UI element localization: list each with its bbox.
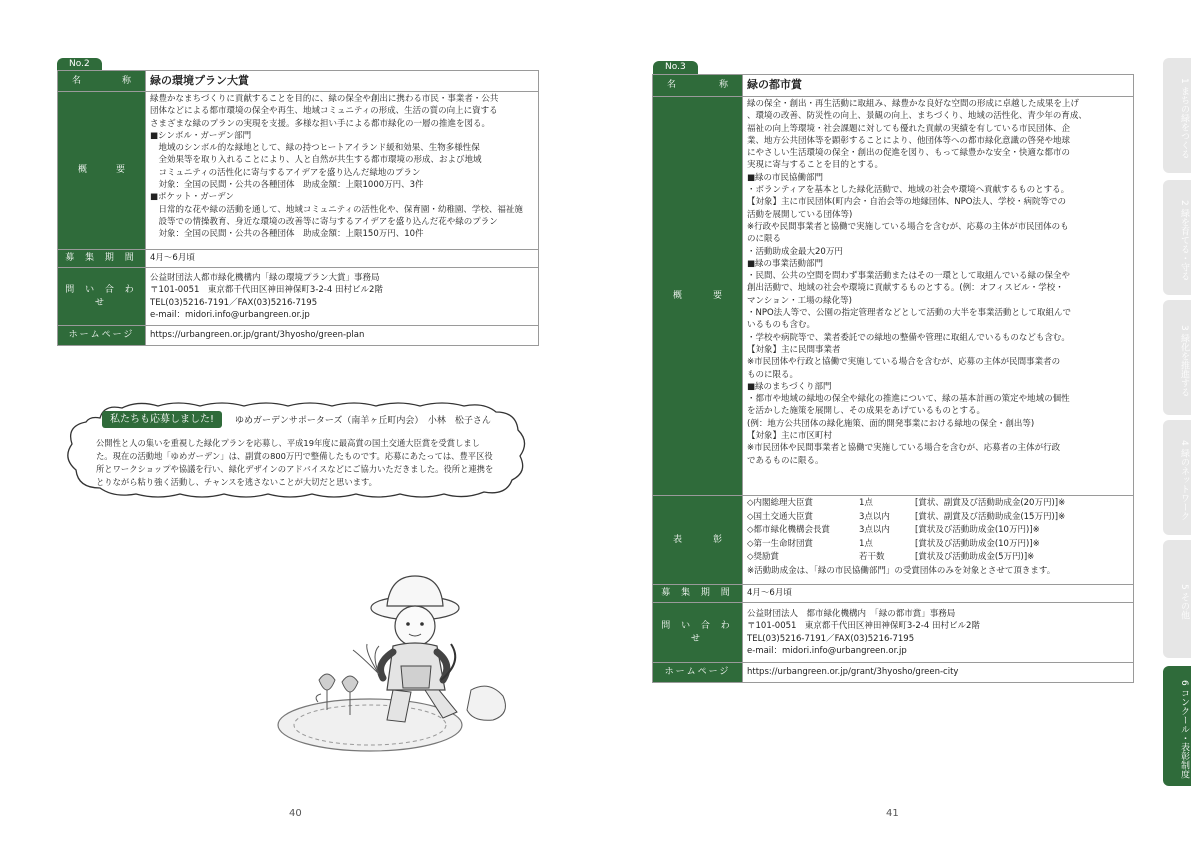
cloud-text-line: 所とワークショップや協議を行い、緑化デザインのアドバイスなどにご協力いただきました。役所と連携を bbox=[96, 464, 494, 474]
contact-line: 公益財団法人 都市緑化機構内 「緑の都市賞」事務局 bbox=[747, 608, 956, 619]
period-value: 4月～6月頃 bbox=[146, 250, 539, 268]
summary-line: 、環境の改善、防災性の向上、景観の向上、まちづくり、地域の活性化、青少年の育成、 bbox=[747, 111, 1087, 122]
summary-line: 団体などによる都市環境の保全や再生、地域コミュニティの形成、生活の質の向上に資する bbox=[150, 106, 498, 117]
label-name: 名 称 bbox=[653, 75, 743, 97]
award-row bbox=[747, 538, 1129, 552]
award-row bbox=[747, 551, 1129, 565]
contact-line: 公益財団法人都市緑化機構内「緑の環境プラン大賞」事務局 bbox=[150, 272, 380, 283]
chapter-tab-3[interactable]: 3 緑化を推進する bbox=[1163, 300, 1191, 415]
summary-line: さまざまな緑のプランの実現を支援。多様な担い手による都市緑化の一層の推進を図る。 bbox=[150, 118, 491, 129]
gardener-illustration bbox=[275, 570, 525, 764]
summary-line: のに限る bbox=[747, 234, 782, 245]
summary-text bbox=[146, 92, 539, 250]
award-info-table bbox=[652, 74, 1134, 683]
summary-text bbox=[743, 97, 1134, 496]
summary-line: いるものも含む。 bbox=[747, 320, 816, 331]
contact-line: TEL(03)5216-7191／FAX(03)5216-7195 bbox=[150, 297, 318, 308]
summary-line: ※行政や民間事業者と協働で実施している場合を含むが、応募の主体が市民団体のも bbox=[747, 221, 1069, 232]
label-name: 名 称 bbox=[58, 71, 146, 92]
award-name: 緑の都市賞 bbox=[743, 75, 1134, 97]
award-prize: [賞状、副賞及び活動助成金(15万円)]※ bbox=[915, 511, 1066, 522]
summary-line: ・都市や地域の緑地の保全や緑化の推進について、緑の基本計画の策定や地域の個性 bbox=[747, 394, 1070, 405]
summary-line: を活かした施策を展開し、その成果をあげているものとする。 bbox=[747, 406, 986, 417]
cloud-text-line: 公開性と人の集いを重視した緑化プランを応募し、平成19年度に最高賞の国土交通大臣賞を受賞しまし bbox=[96, 438, 480, 448]
label-contact: 問 い 合 わ せ bbox=[58, 268, 146, 326]
contact-line: e-mail：midori.info@urbangreen.or.jp bbox=[747, 645, 907, 656]
label-summary: 概 要 bbox=[58, 92, 146, 250]
award-count: 1点 bbox=[859, 538, 873, 549]
summary-line: ■シンボル・ガーデン部門 bbox=[150, 130, 252, 141]
summary-line: ■緑の市民協働部門 bbox=[747, 172, 824, 183]
label-homepage: ホームページ bbox=[653, 663, 743, 683]
award-prize: [賞状及び活動助成金(10万円)]※ bbox=[915, 538, 1040, 549]
award-name: ◇都市緑化機構会長賞 bbox=[747, 525, 831, 535]
award-name: 緑の環境プラン大賞 bbox=[146, 71, 539, 92]
cloud-title-tag: 私たちも応募しました! bbox=[102, 411, 222, 428]
summary-line: 設等での情操教育、身近な環境の改善等に寄与するアイデアを盛り込んだ花や緑のプラン bbox=[150, 216, 498, 227]
label-contact: 問 い 合 わ せ bbox=[653, 603, 743, 663]
summary-line: ・NPO法人等で、公園の指定管理者などとして活動の大半を事業活動として取組んで bbox=[747, 308, 1072, 319]
cloud-author: ゆめガーデンサポーターズ（南羊ヶ丘町内会） 小林 松子さん bbox=[235, 416, 491, 426]
summary-line: ・民間、公共の空間を問わず事業活動またはその一環として取組んでいる緑の保全や bbox=[747, 271, 1071, 282]
summary-line: 対象：全国の民間・公共の各種団体 助成金額：上限1000万円、3件 bbox=[150, 180, 424, 191]
summary-line: ・活動助成金最大20万円 bbox=[747, 246, 843, 257]
cloud-text bbox=[96, 437, 511, 489]
award-name: ◇国土交通大臣賞 bbox=[747, 511, 814, 522]
award-prize: [賞状及び活動助成金(10万円)]※ bbox=[915, 525, 1040, 535]
summary-line: 地域のシンボル的な緑地として、緑の持つヒートアイランド緩和効果、生物多様性保 bbox=[150, 143, 480, 154]
award-count: 3点以内 bbox=[859, 525, 890, 535]
summary-line: ※市民団体や民間事業者と協働で実施している場合を含むが、応募者の主体が行政 bbox=[747, 443, 1061, 454]
summary-line: 日常的な花や緑の活動を通して、地域コミュニティの活性化や、保育園・幼稚園、学校、福祉施 bbox=[150, 204, 523, 215]
chapter-tab-4[interactable]: 4 緑のネットワーク bbox=[1163, 420, 1191, 535]
award-note: ※活動助成金は、「緑の市民協働部門」の受賞団体のみを対象とさせて頂きます。 bbox=[747, 565, 1056, 576]
summary-line: ・学校や病院等で、業者委託での緑地の整備や管理に取組んでいるものなども含む。 bbox=[747, 332, 1070, 343]
page-number-right: 41 bbox=[886, 808, 899, 819]
contact-line: TEL(03)5216-7191／FAX(03)5216-7195 bbox=[747, 633, 915, 644]
summary-line: ■緑の事業活動部門 bbox=[747, 258, 824, 269]
chapter-tab-6[interactable]: 6 コンクール・表彰制度 bbox=[1163, 666, 1191, 786]
award-name: ◇第一生命財団賞 bbox=[747, 538, 814, 549]
summary-line: 対象：全国の民間・公共の各種団体 助成金額：上限150万円、10件 bbox=[150, 229, 424, 240]
contact-text bbox=[743, 603, 1134, 663]
summary-line: ■緑のまちづくり部門 bbox=[747, 381, 832, 392]
contact-line: 〒101-0051 東京都千代田区神田神保町3-2-4 田村ビル2階 bbox=[747, 621, 980, 632]
award-name: ◇内閣総理大臣賞 bbox=[747, 498, 814, 508]
summary-line: コミュニティの活性化に寄与するアイデアを盛り込んだ緑地のプラン bbox=[150, 167, 421, 178]
testimonial-cloud bbox=[60, 400, 530, 500]
chapter-tab-2[interactable]: 2 緑を育てる・守る bbox=[1163, 180, 1191, 295]
award-row bbox=[747, 511, 1129, 525]
award-info-table bbox=[57, 70, 539, 346]
summary-line: (例：地方公共団体の緑化施策、面的開発事業における緑地の保全・創出等) bbox=[747, 418, 1035, 429]
summary-line: 緑の保全・創出・再生活動に取組み、緑豊かな良好な空間の形成に卓越した成果を上げ bbox=[747, 99, 1080, 109]
chapter-tab-1[interactable]: 1 まちの緑をつくる bbox=[1163, 58, 1191, 173]
contact-line: 〒101-0051 東京都千代田区神田神保町3-2-4 田村ビル2階 bbox=[150, 285, 383, 296]
contact-line: e-mail：midori.info@urbangreen.or.jp bbox=[150, 309, 310, 320]
cloud-text-line: た。現在の活動地「ゆめガーデン」は、副賞の800万円で整備したものです。応募にあたっては、豊平区役 bbox=[96, 451, 493, 461]
label-summary: 概 要 bbox=[653, 97, 743, 496]
left-page bbox=[0, 0, 595, 842]
page-number-left: 40 bbox=[289, 808, 302, 819]
summary-line: ・ボランティアを基本とした緑化活動で、地域の社会や環境へ貢献するものとする。 bbox=[747, 185, 1070, 196]
summary-line: 緑豊かなまちづくりに貢献することを目的に、緑の保全や創出に携わる市民・事業者・公共 bbox=[150, 94, 499, 104]
award-prize: [賞状及び活動助成金(5万円)]※ bbox=[915, 552, 1035, 562]
summary-line: 【対象】主に市区町村 bbox=[747, 431, 833, 442]
period-value: 4月～6月頃 bbox=[743, 585, 1134, 603]
summary-line: にやさしい生活環境の保全・創出の促進を図り、もって緑豊かな安全・快適な都市の bbox=[747, 148, 1071, 159]
award-name: ◇奨励賞 bbox=[747, 552, 780, 562]
awards-list bbox=[743, 496, 1134, 585]
chapter-tab-5[interactable]: 5 その他 bbox=[1163, 540, 1191, 658]
summary-line: 活動を展開している団体等) bbox=[747, 209, 853, 220]
award-count: 3点以内 bbox=[859, 511, 890, 522]
summary-line: ■ポケット・ガーデン bbox=[150, 192, 234, 203]
cloud-text-line: とりながら粘り強く活動し、チャンスを逃さないことが大切だと思います。 bbox=[96, 477, 377, 487]
contact-text bbox=[146, 268, 539, 326]
award-count: 若干数 bbox=[859, 552, 885, 562]
label-period: 募 集 期 間 bbox=[58, 250, 146, 268]
summary-line: 実現に寄与することを目的とする。 bbox=[747, 160, 884, 171]
summary-line: 業、地方公共団体等を顕彰することにより、他団体等への都市緑化意識の啓発や地球 bbox=[747, 135, 1071, 146]
summary-line: ものに限る。 bbox=[747, 369, 799, 380]
summary-line: 【対象】主に民間事業者 bbox=[747, 344, 841, 355]
award-count: 1点 bbox=[859, 498, 873, 508]
label-homepage: ホームページ bbox=[58, 326, 146, 346]
homepage-link[interactable]: https://urbangreen.or.jp/grant/3hyosho/green-city bbox=[743, 663, 1134, 683]
homepage-link[interactable]: https://urbangreen.or.jp/grant/3hyosho/green-plan bbox=[146, 326, 539, 346]
summary-line: 【対象】主に市民団体(町内会・自治会等の地縁団体、NPO法人、学校・病院等での bbox=[747, 197, 1066, 208]
award-row bbox=[747, 497, 1129, 511]
summary-line: 創出活動で、地域の社会や環境に貢献するものとする。(例：オフィスビル・学校・ bbox=[747, 283, 1064, 294]
award-prize: [賞状、副賞及び活動助成金(20万円)]※ bbox=[915, 498, 1066, 508]
summary-line: マンション・工場の緑化等) bbox=[747, 295, 852, 306]
entry-number-tab: No.3 bbox=[653, 61, 698, 74]
right-page bbox=[596, 0, 1191, 842]
entry-number-tab: No.2 bbox=[57, 58, 102, 71]
summary-line: であるものに限る。 bbox=[747, 455, 824, 466]
award-row bbox=[747, 524, 1129, 538]
summary-line: 全効果等を取り入れることにより、人と自然が共生する都市環境の形成、および地域 bbox=[150, 155, 482, 166]
summary-line: ※市民団体や行政と協働で実施している場合を含むが、応募の主体が民間事業者の bbox=[747, 357, 1061, 368]
label-period: 募 集 期 間 bbox=[653, 585, 743, 603]
summary-line: 福祉の向上等環境・社会課題に対しても優れた貢献の実績を有している市民団体、企 bbox=[747, 123, 1071, 134]
label-award: 表 彰 bbox=[653, 496, 743, 585]
